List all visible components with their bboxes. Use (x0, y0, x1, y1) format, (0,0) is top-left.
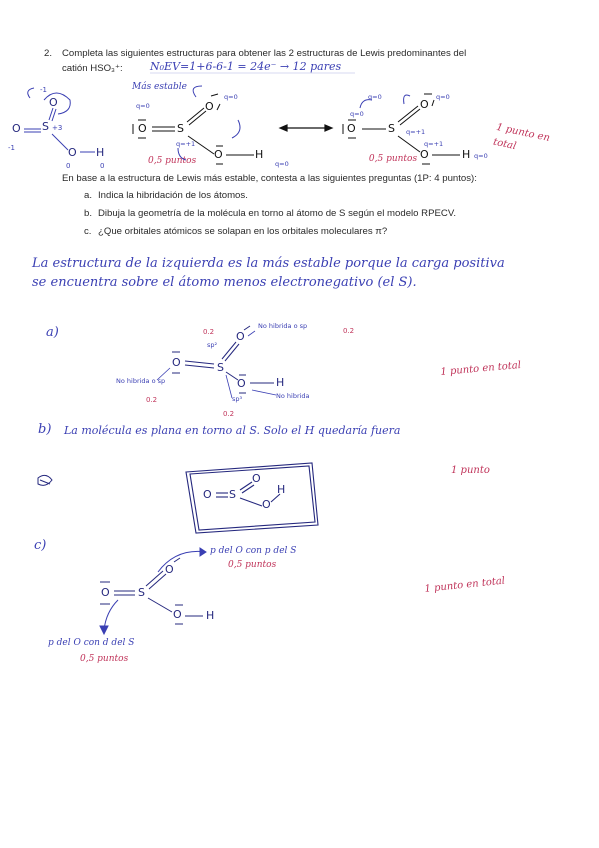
answer-a-points: 1 punto en total (440, 359, 522, 378)
s2-charge-o-top-left: q=0 (368, 93, 382, 101)
c-h: H (206, 609, 215, 622)
s1-h: H (255, 148, 264, 161)
answer-a-bonds (172, 326, 274, 393)
more-stable-label: Más estable (132, 82, 187, 92)
c-pi-2-points: 0,5 puntos (80, 654, 129, 664)
s2-h: H (462, 148, 471, 161)
s1-o-top: O (205, 100, 214, 113)
item-a-text: Indica la hibridación de los átomos. (98, 190, 248, 201)
a-hybrid-oh: No hibrida (276, 392, 310, 400)
s2-charge-h: q=0 (474, 152, 488, 160)
s2-charge-o-left: q=0 (350, 110, 364, 118)
c-o-left: O (101, 586, 110, 599)
s1-charge-o-left: q=0 (136, 102, 150, 110)
a-sp2: sp² (207, 341, 218, 349)
structures-total-points: 1 punto en total (492, 121, 551, 153)
answer-b-points: 1 punto (451, 465, 490, 476)
draft-o-top: O (49, 96, 58, 109)
intro-text: En base a la estructura de Lewis más estable, contesta a las siguientes preguntas (1P: 4 puntos): (62, 173, 477, 184)
answer-b-label: b) (38, 422, 52, 437)
a-o-top: O (236, 330, 245, 343)
item-c-letter: c. (84, 226, 92, 237)
s1-charge-s: q=+1 (176, 140, 196, 148)
c-o-oh: O (173, 608, 182, 621)
draft-charge-s: +3 (52, 124, 63, 132)
draft-s: S (42, 120, 49, 133)
s2-points: 0,5 puntos (368, 154, 418, 164)
structure-2-bonds (343, 94, 460, 164)
a-o-oh: O (237, 377, 246, 390)
a-o-left: O (172, 356, 181, 369)
s1-charge-o-top: q=0 (224, 93, 238, 101)
item-a-letter: a. (84, 190, 93, 201)
a-hybrid-top: No hibrida o sp (258, 322, 308, 330)
draft-charge-h: 0 (100, 162, 105, 170)
question-line-1: Completa las siguientes estructuras para obtener las 2 estructuras de Lewis predominantes del (62, 48, 467, 59)
c-pi-1: p del O con p del S (210, 546, 297, 556)
electron-count-note: N₀EV=1+6-6-1 = 24e⁻ → 12 pares (150, 60, 342, 73)
draft-h: H (96, 146, 105, 159)
a-score-top: 0.2 (343, 327, 355, 335)
answer-a-label: a) (46, 325, 59, 340)
s2-charge-o-oh: q=+1 (424, 140, 444, 148)
answer-c-label: c) (34, 538, 47, 553)
a-score-oh: 0.2 (223, 410, 235, 418)
b-o-top: O (252, 472, 261, 485)
s2-charge-o-top: q=0 (436, 93, 450, 101)
answer-c-points: 1 punto en total (424, 575, 506, 595)
s1-o-oh: O (214, 148, 223, 161)
b-o-oh: O (262, 498, 271, 511)
s2-o-oh: O (420, 148, 429, 161)
s2-s: S (388, 122, 395, 135)
a-score-s: 0.2 (203, 328, 215, 336)
s1-charge-h: q=0 (275, 160, 289, 168)
draft-o-left: O (12, 122, 21, 135)
b-h: H (277, 483, 286, 496)
c-s: S (138, 586, 145, 599)
c-pi-1-points: 0,5 puntos (228, 560, 277, 570)
draft-charge-top: -1 (40, 86, 47, 94)
item-b-text: Dibuja la geometría de la molécula en torno al átomo de S según el modelo RPECV. (98, 208, 457, 219)
explanation-line-1: La estructura de la izquierda es la más estable porque la carga positiva (32, 256, 505, 271)
c-pi-2: p del O con d del S (48, 638, 135, 648)
s1-s: S (177, 122, 184, 135)
resonance-arrow (280, 125, 332, 131)
s2-o-left: O (347, 122, 356, 135)
draft-charge-left: -1 (8, 144, 15, 152)
c-o-top: O (165, 563, 174, 576)
item-b-letter: b. (84, 208, 93, 219)
question-line-2: catión HSO₃⁺: (62, 63, 123, 74)
structure-1-bonds (133, 94, 254, 164)
explanation-line-2: se encuentra sobre el átomo menos electronegativo (el S). (32, 275, 417, 290)
s1-o-left: O (138, 122, 147, 135)
structure-1-curved-arrows (178, 86, 240, 160)
structure-2-curved-arrows (360, 95, 410, 108)
answer-b-text: La molécula es plana en torno al S. Solo el H quedaría fuera (64, 424, 401, 437)
a-sp3: sp³ (232, 395, 243, 403)
s2-o-top: O (420, 98, 429, 111)
answer-b-marker (38, 475, 52, 485)
item-c-text: ¿Que orbitales atómicos se solapan en los orbitales moleculares π? (98, 226, 388, 237)
a-score-left: 0.2 (146, 396, 158, 404)
answer-b-plane (186, 463, 318, 533)
a-hybrid-left: No hibrida o sp (116, 377, 166, 385)
a-h: H (276, 376, 285, 389)
answer-a-pointers (157, 331, 276, 398)
b-o-left: O (203, 488, 212, 501)
draft-structure-bonds (24, 88, 95, 152)
s1-points: 0,5 puntos (148, 156, 197, 166)
draft-o-oh: O (68, 146, 77, 159)
draft-charge-oh: 0 (66, 162, 71, 170)
answer-c-bonds (100, 558, 203, 624)
s2-charge-s: q=+1 (406, 128, 426, 136)
question-number: 2. (44, 48, 53, 59)
a-s: S (217, 361, 224, 374)
b-s: S (229, 488, 236, 501)
